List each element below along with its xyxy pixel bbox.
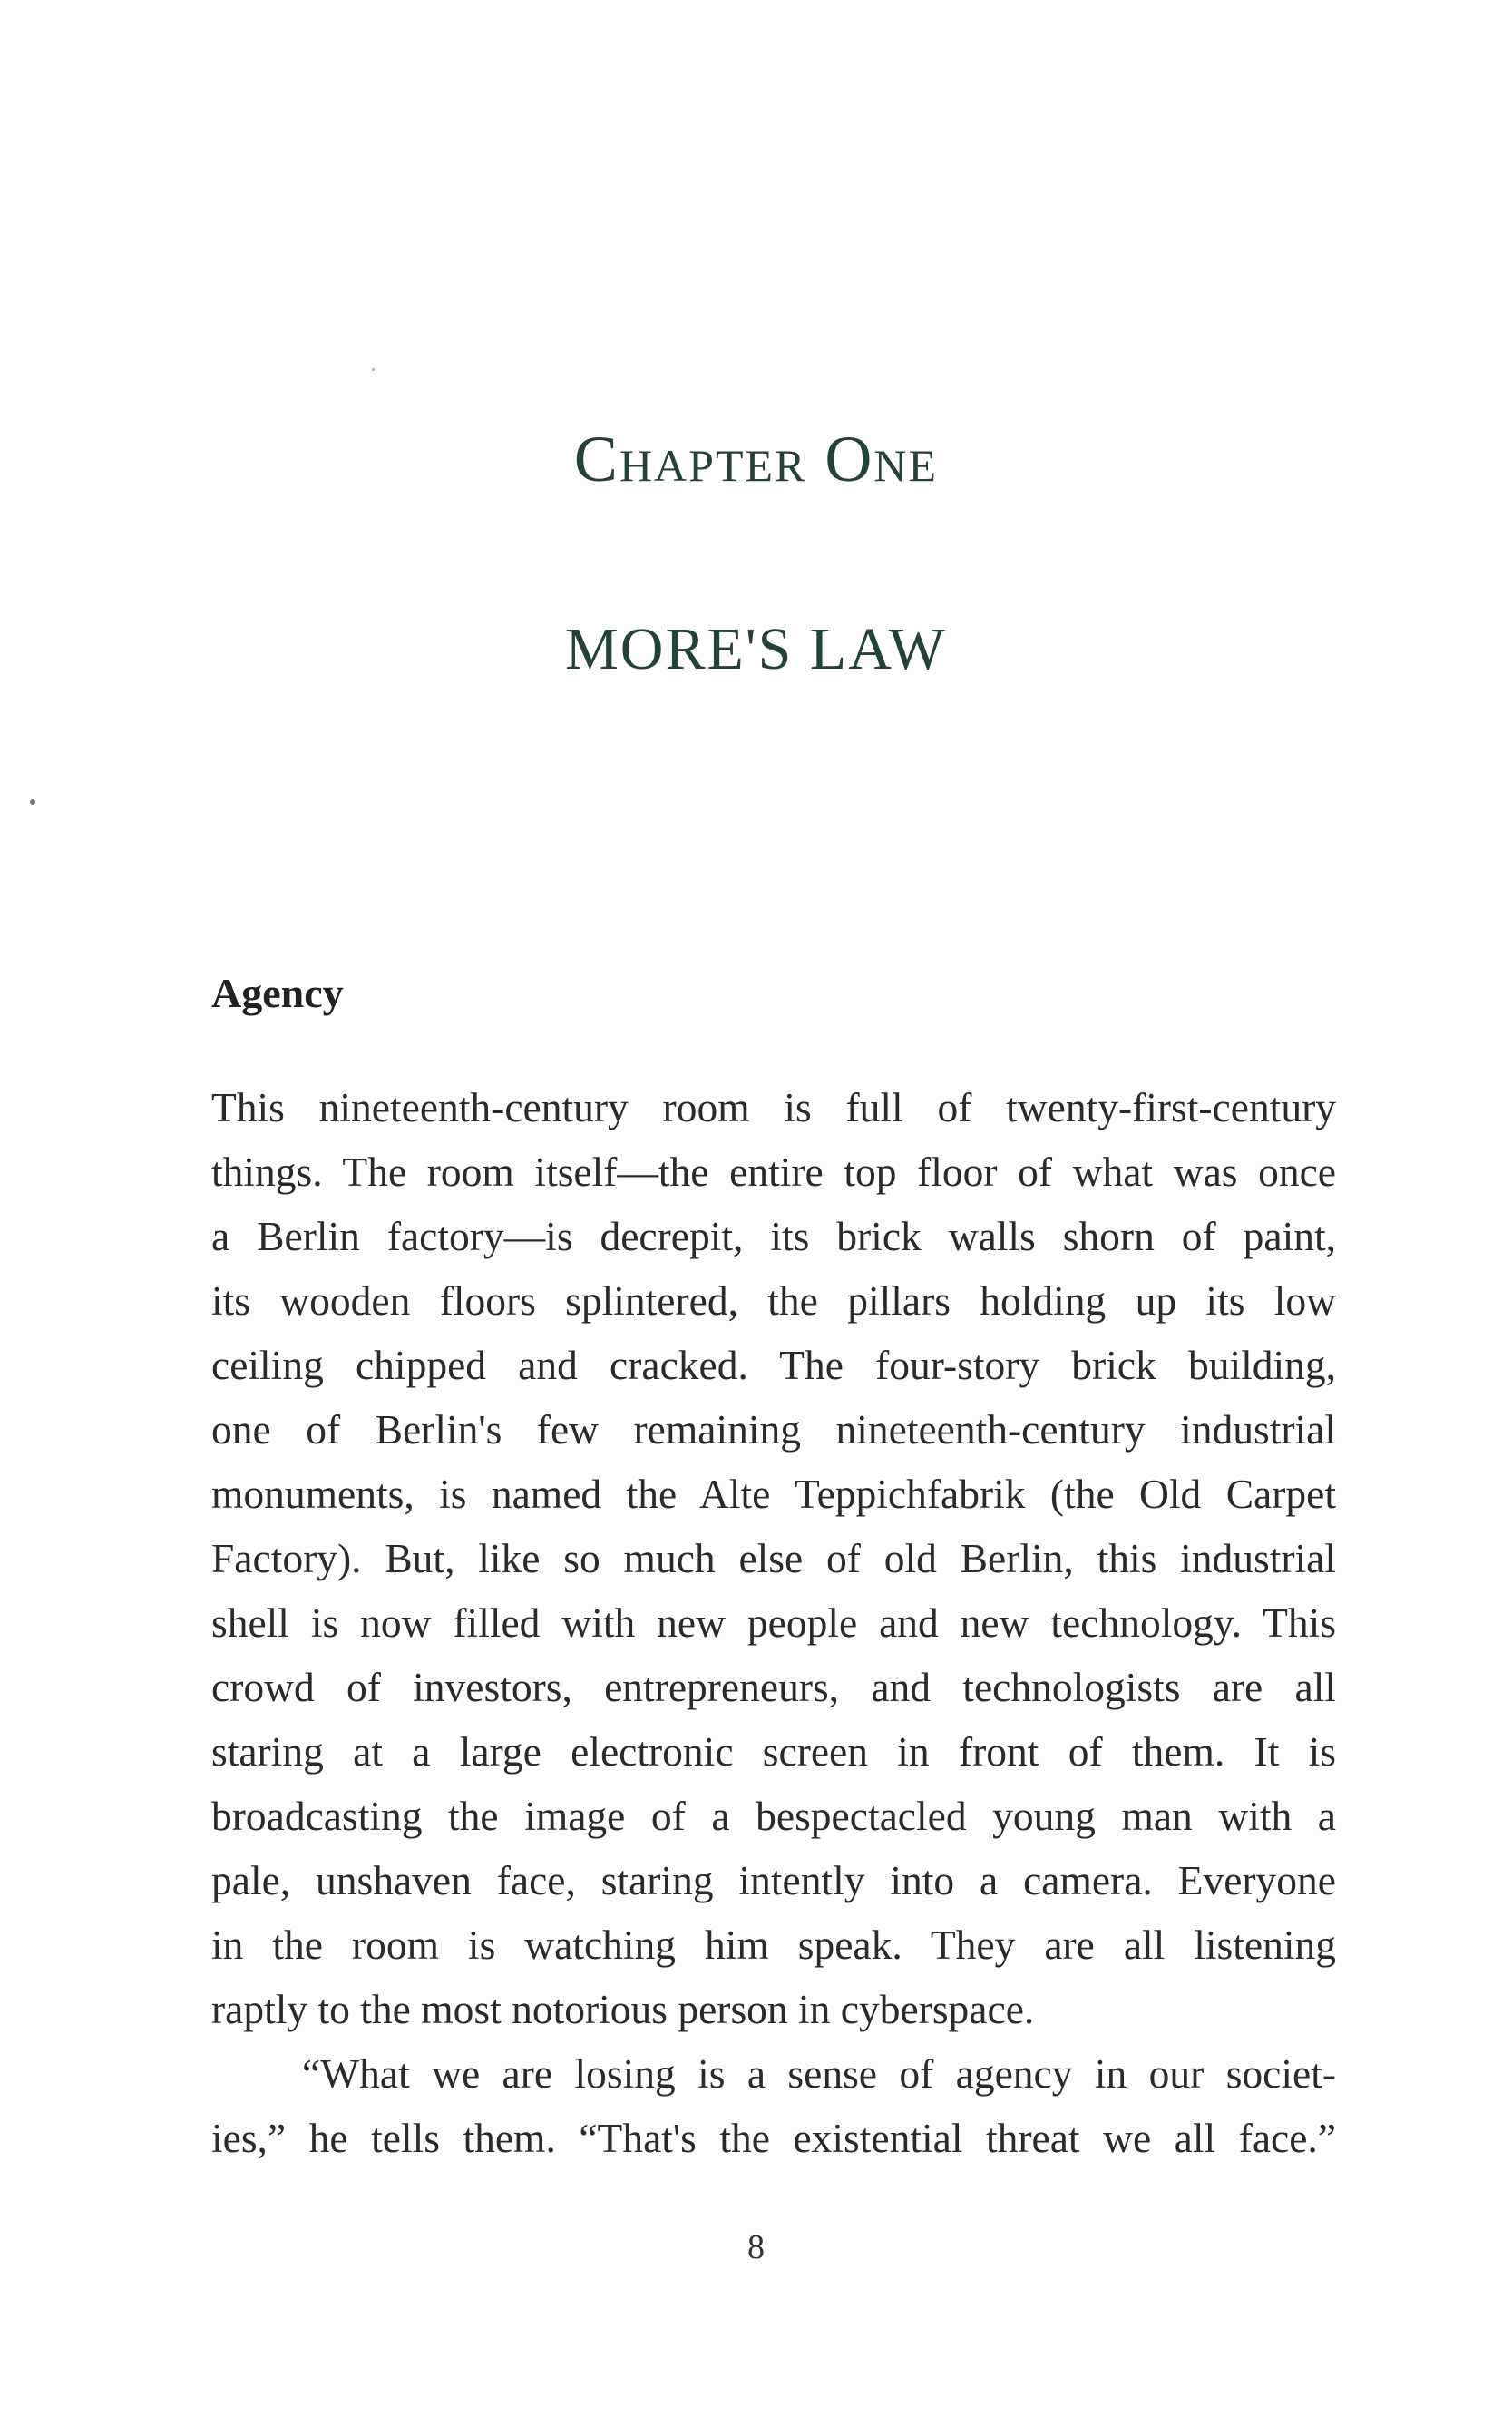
- text-line: things. The room itself—the entire top floor of what was once: [211, 1149, 1336, 1195]
- text-line: ceiling chipped and cracked. The four-story brick building,: [211, 1342, 1336, 1388]
- text-line: ies,” he tells them. “That's the existential threat we all face.”: [211, 2115, 1336, 2161]
- paragraph-2: [211, 2041, 1336, 2170]
- section-heading: Agency: [211, 970, 344, 1016]
- text-line: its wooden floors splintered, the pillars holding up its low: [211, 1277, 1336, 1324]
- text-line: one of Berlin's few remaining nineteenth-century industrial: [211, 1406, 1336, 1453]
- scan-speck: [372, 368, 375, 371]
- text-line: broadcasting the image of a bespectacled young man with a: [211, 1793, 1336, 1839]
- page-number: 8: [747, 2228, 765, 2266]
- text-line: “What we are losing is a sense of agency in our societ-: [302, 2050, 1336, 2097]
- text-line: raptly to the most notorious person in cyberspace.: [211, 1986, 1035, 2032]
- text-line: Factory). But, like so much else of old Berlin, this industrial: [211, 1535, 1336, 1581]
- text-line: crowd of investors, entrepreneurs, and technologists are all: [211, 1664, 1336, 1710]
- body-text: [211, 1075, 1336, 2170]
- text-line: This nineteenth-century room is full of twenty-first-century: [211, 1084, 1336, 1130]
- chapter-title: MORE'S LAW: [565, 616, 947, 682]
- paragraph-1: [211, 1075, 1336, 2041]
- text-line: shell is now filled with new people and new technology. This: [211, 1599, 1336, 1646]
- text-line: staring at a large electronic screen in front of them. It is: [211, 1728, 1336, 1775]
- text-line: monuments, is named the Alte Teppichfabrik (the Old Carpet: [211, 1471, 1336, 1517]
- chapter-heading: Chapter One: [573, 423, 939, 495]
- text-line: pale, unshaven face, staring intently into a camera. Everyone: [211, 1857, 1336, 1903]
- text-line: in the room is watching him speak. They are all listening: [211, 1922, 1336, 1968]
- text-line: a Berlin factory—is decrepit, its brick walls shorn of paint,: [211, 1213, 1336, 1259]
- scan-speck: [30, 799, 35, 805]
